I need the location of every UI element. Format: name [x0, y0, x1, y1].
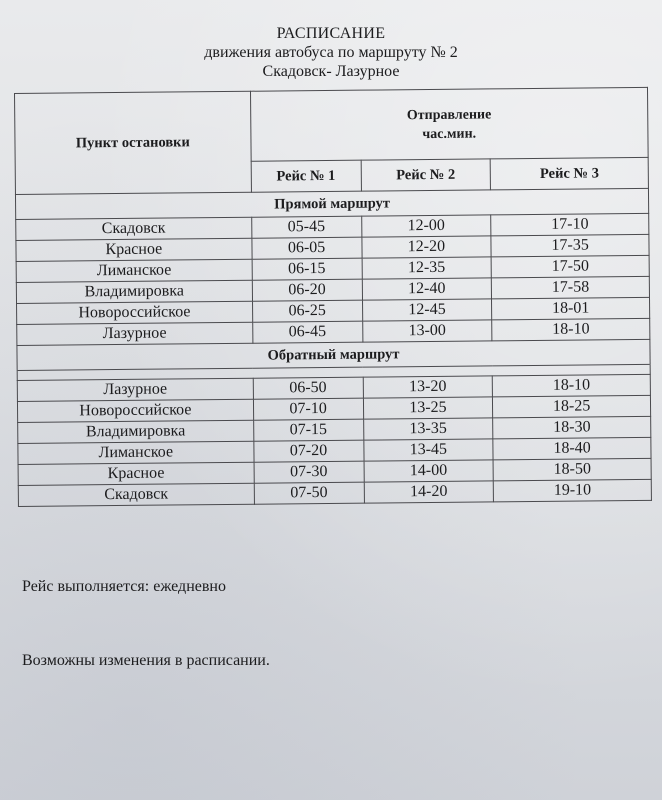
stop-name: Скадовск	[16, 217, 252, 240]
trip-2-time: 12-00	[361, 215, 491, 237]
stop-name: Лазурное	[17, 378, 253, 401]
document-title: РАСПИСАНИЕ	[276, 25, 386, 42]
trip-3-time: 18-30	[493, 416, 651, 439]
trip-1-time: 07-15	[253, 419, 363, 441]
trip-2-time: 12-40	[362, 278, 492, 300]
stop-name: Владимировка	[16, 280, 252, 303]
trip-1-time: 07-20	[254, 440, 364, 462]
trip-1-time: 06-45	[252, 321, 362, 343]
trip-2-time: 14-00	[364, 460, 494, 482]
trip-2-time: 12-45	[362, 299, 492, 321]
trip-1-time: 07-50	[254, 482, 364, 504]
trip-1-time: 06-20	[252, 279, 362, 301]
frequency-note: Рейс выполняется: ежедневно	[22, 578, 226, 595]
trip-3-time: 18-10	[493, 374, 651, 397]
trip-1-time: 05-45	[251, 216, 361, 238]
document-header	[0, 24, 662, 81]
trip-2-time: 12-35	[362, 257, 492, 279]
trip-2-time: 14-20	[364, 481, 494, 503]
trip-1-time: 06-05	[252, 237, 362, 259]
stop-name: Лиманское	[18, 441, 254, 464]
trip-1-time: 06-50	[253, 377, 363, 399]
header-row	[15, 87, 649, 164]
trip-1-time: 07-30	[254, 461, 364, 483]
trip-3-time: 19-10	[494, 479, 652, 502]
trip-3-time: 18-25	[493, 395, 651, 418]
trip-1-time: 06-25	[252, 300, 362, 322]
trip-2-time: 13-25	[363, 397, 493, 419]
stop-name: Лиманское	[16, 259, 252, 282]
trip-1-time: 07-10	[253, 398, 363, 420]
trip-1-header: Рейс № 1	[251, 161, 361, 193]
document-subtitle: движения автобуса по маршруту № 2	[204, 44, 458, 61]
trip-2-time: 12-20	[361, 236, 491, 258]
trip-3-header: Рейс № 3	[490, 158, 648, 190]
stop-name: Красное	[16, 238, 252, 261]
trip-3-time: 18-01	[492, 297, 650, 320]
trip-1-time: 06-15	[252, 258, 362, 280]
stop-name: Лазурное	[17, 322, 253, 345]
trip-3-time: 17-35	[491, 234, 649, 257]
trip-2-time: 13-35	[363, 418, 493, 440]
departure-label: Отправление	[406, 107, 492, 123]
trip-3-time: 18-50	[493, 458, 651, 481]
trip-3-time: 17-58	[492, 276, 650, 299]
trip-2-time: 13-00	[362, 320, 492, 342]
trip-2-time: 13-45	[363, 439, 493, 461]
section-title: Прямой маршрут	[15, 188, 648, 219]
schedule-table	[14, 87, 652, 507]
disclaimer-note: Возможны изменения в расписании.	[22, 652, 270, 669]
stop-column-header: Пункт остановки	[15, 91, 252, 194]
route-name: Скадовск- Лазурное	[262, 63, 400, 80]
departure-column-header	[250, 87, 648, 161]
trip-2-header: Рейс № 2	[361, 159, 491, 191]
trip-2-time: 13-20	[363, 376, 493, 398]
stop-name: Новороссийское	[17, 399, 253, 422]
section-title: Обратный маршрут	[17, 339, 650, 370]
trip-3-time: 18-10	[492, 318, 650, 341]
trip-3-time: 18-40	[493, 437, 651, 460]
trip-3-time: 17-10	[491, 213, 649, 236]
stop-name: Новороссийское	[17, 301, 253, 324]
stop-name: Красное	[18, 462, 254, 485]
stop-name: Владимировка	[18, 420, 254, 443]
time-format-label: час.мин.	[422, 126, 477, 142]
stop-name: Скадовск	[18, 483, 254, 506]
trip-3-time: 17-50	[491, 255, 649, 278]
